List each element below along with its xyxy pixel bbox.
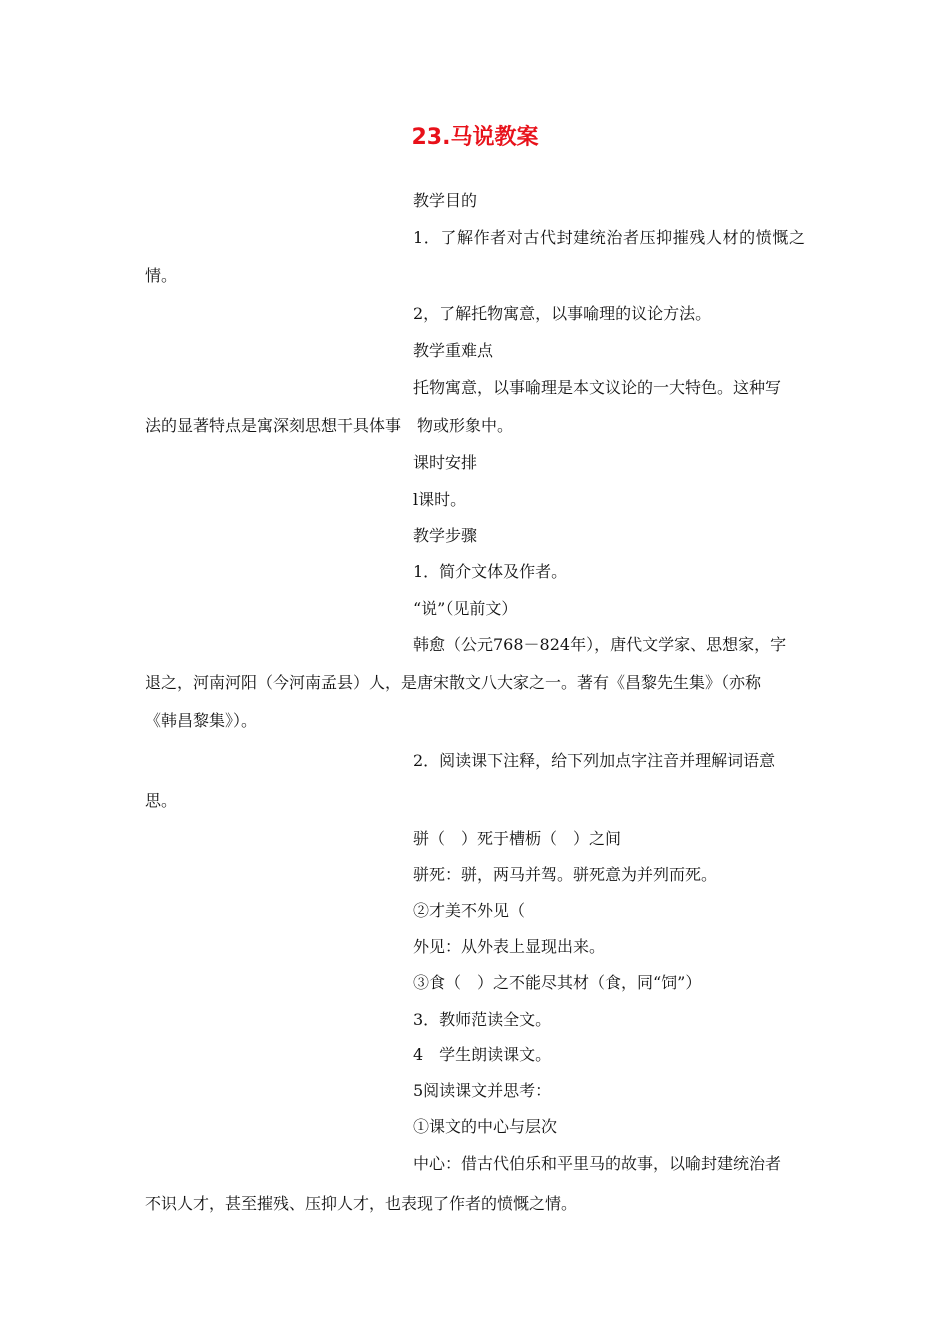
heading-objectives: 教学目的	[413, 191, 478, 210]
annotation-2: ②才美不外见（	[413, 901, 526, 920]
annotation-3: ③食（ ）之不能尽其材（食，同“饲”）	[413, 973, 702, 992]
objective-1: 1．了解作者对古代封建统治者压抑摧残人材的愤慨之	[413, 228, 806, 247]
author-intro-cont: 退之，河南河阳（今河南孟县）人，是唐宋散文八大家之一。著有《昌黎先生集》（亦称	[145, 673, 762, 692]
step-5-item-1: ①课文的中心与层次	[413, 1117, 558, 1136]
author-intro-cont-2: 《韩昌黎集》）。	[145, 711, 258, 730]
step-1-genre: “说”（见前文）	[413, 599, 518, 618]
central-idea: 中心：借古代伯乐和平里马的故事，以喻封建统治者	[413, 1154, 782, 1173]
central-idea-cont: 不识人才，甚至摧残、压抑人才，也表现了作者的愤慨之情。	[145, 1194, 578, 1213]
step-1: 1．简介文体及作者。	[413, 562, 568, 581]
heading-schedule: 课时安排	[413, 453, 478, 472]
heading-steps: 教学步骤	[413, 526, 478, 545]
objective-1-cont: 情。	[145, 266, 178, 285]
schedule-text: l课时。	[413, 490, 467, 509]
step-2-cont: 思。	[145, 791, 178, 810]
step-5: 5阅读课文并思考：	[413, 1081, 552, 1100]
document-title: 23.马说教案	[411, 125, 539, 150]
key-points-text-cont: 法的显著特点是寓深刻思想干具体事 物或形象中。	[145, 416, 514, 435]
author-intro: 韩愈（公元768－824年），唐代文学家、思想家，字	[413, 635, 787, 654]
heading-key-points: 教学重难点	[413, 341, 494, 360]
step-4: 4 学生朗读课文。	[413, 1045, 552, 1064]
annotation-2-explain: 外见：从外表上显现出来。	[413, 937, 606, 956]
annotation-1-explain: 骈死：骈，两马并驾。骈死意为并列而死。	[413, 865, 718, 884]
step-3: 3．教师范读全文。	[413, 1010, 552, 1029]
key-points-text: 托物寓意，以事喻理是本文议论的一大特色。这种写	[413, 378, 782, 397]
step-2: 2．阅读课下注释，给下列加点字注音并理解词语意	[413, 751, 776, 770]
annotation-1: 骈（ ）死于槽枥（ ）之间	[413, 829, 622, 848]
objective-2: 2，了解托物寓意，以事喻理的议论方法。	[413, 304, 712, 323]
